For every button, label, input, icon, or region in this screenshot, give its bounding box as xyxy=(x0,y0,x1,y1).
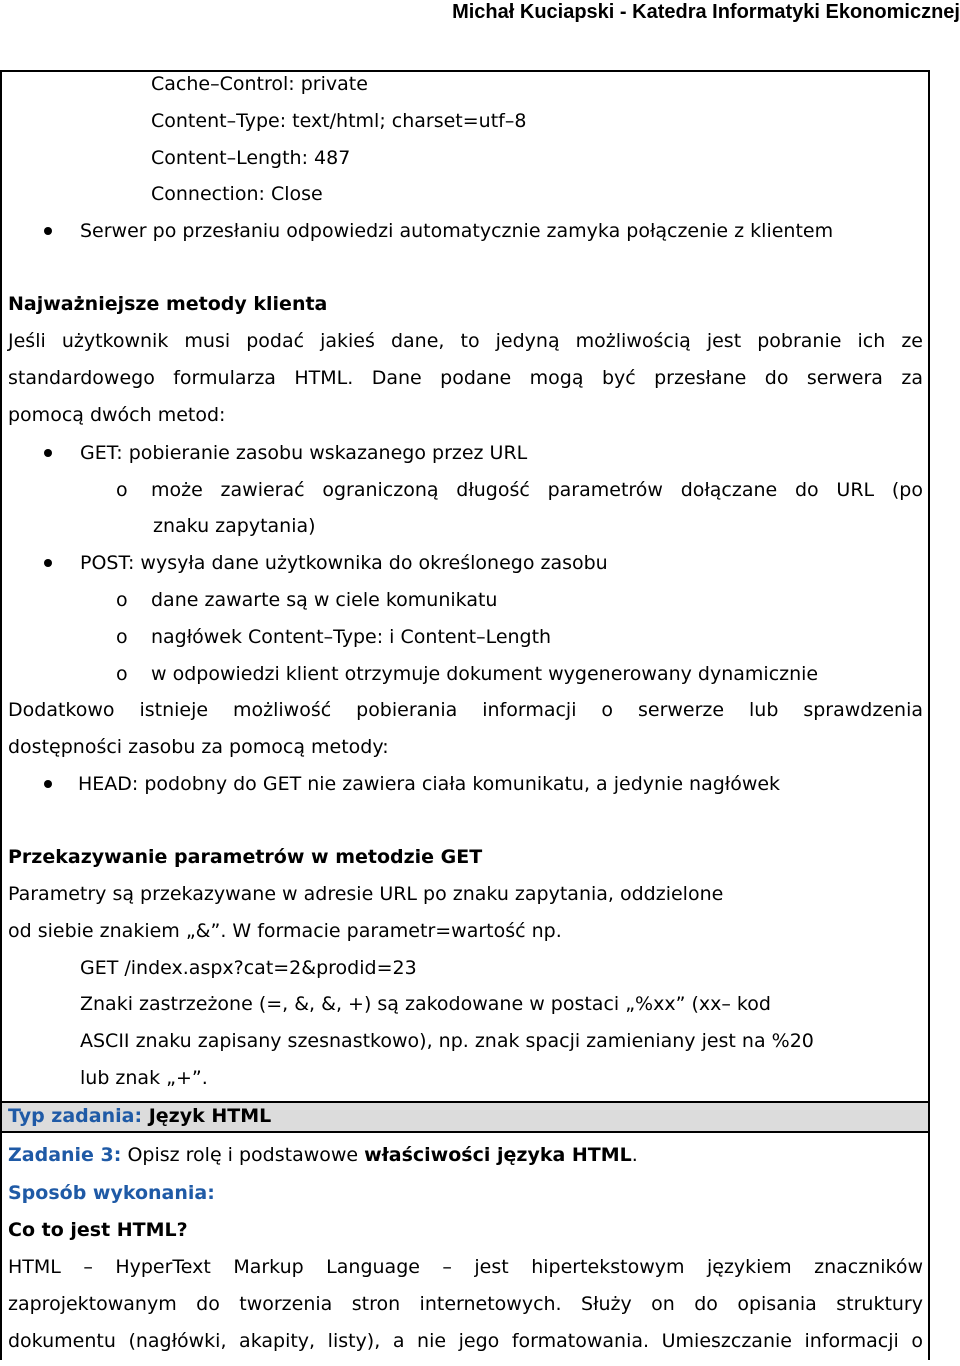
task-text-bold: właściwości języka HTML xyxy=(364,1144,632,1166)
header-line-connection: Connection: Close xyxy=(151,183,323,205)
section-heading-methods: Najważniejsze metody klienta xyxy=(8,293,328,315)
task-label: Zadanie 3: xyxy=(8,1144,122,1166)
header-line-content-type: Content–Type: text/html; charset=utf–8 xyxy=(151,110,527,132)
header-line-cache-control: Cache–Control: private xyxy=(151,73,368,95)
paragraph-line: dostępności zasobu za pomocą metody: xyxy=(8,736,389,758)
section-heading-get: Przekazywanie parametrów w metodzie GET xyxy=(8,846,483,868)
bullet-close-text: Serwer po przesłaniu odpowiedzi automatycznie zamyka połączenie z klientem xyxy=(80,220,834,242)
task-type-row xyxy=(8,1104,271,1128)
task-type-value: Język HTML xyxy=(148,1105,272,1127)
paragraph-line: zaprojektowanym do tworzenia stron internetowych. Służy on do opisania struktury xyxy=(8,1293,923,1315)
question-heading: Co to jest HTML? xyxy=(8,1219,188,1241)
get-sub-text: może zawierać ograniczoną długość parametrów dołączane do URL (po xyxy=(151,479,923,501)
head-bullet-text: HEAD: podobny do GET nie zawiera ciała komunikatu, a jedynie nagłówek xyxy=(78,773,781,795)
post-sub-item: w odpowiedzi klient otrzymuje dokument wygenerowany dynamicznie xyxy=(151,663,819,685)
bullet-icon xyxy=(44,559,52,567)
post-bullet-text: POST: wysyła dane użytkownika do określonego zasobu xyxy=(80,552,608,574)
bullet-icon xyxy=(44,449,52,457)
page-header: Michał Kuciapski - Katedra Informatyki Ekonomicznej xyxy=(452,1,960,23)
post-sub-item: dane zawarte są w ciele komunikatu xyxy=(151,589,498,611)
method-label: Sposób wykonania: xyxy=(8,1182,215,1204)
get-example: GET /index.aspx?cat=2&prodid=23 xyxy=(80,957,417,979)
paragraph-line: ASCII znaku zapisany szesnastkowo), np. znak spacji zamieniany jest na %20 xyxy=(80,1030,814,1052)
paragraph-line: Znaki zastrzeżone (=, &, &, +) są zakodowane w postaci „%xx” (xx– kod xyxy=(80,993,771,1015)
task-text: Opisz rolę i podstawowe xyxy=(127,1144,359,1166)
get-bullet-text: GET: pobieranie zasobu wskazanego przez URL xyxy=(80,442,528,464)
paragraph-line: od siebie znakiem „&”. W formacie parametr=wartość np. xyxy=(8,920,562,942)
bullet-icon xyxy=(44,780,52,788)
sub-bullet-marker: o xyxy=(116,479,128,501)
get-sub-text-cont: znaku zapytania) xyxy=(153,515,316,537)
paragraph-line: Dodatkowo istnieje możliwość pobierania informacji o serwerze lub sprawdzenia xyxy=(8,699,923,721)
paragraph-line: dokumentu (nagłówki, akapity, listy), a nie jego formatowania. Umieszczanie informacji o xyxy=(8,1330,923,1352)
task-type-label: Typ zadania: xyxy=(8,1105,143,1127)
sub-bullet-marker: o xyxy=(116,589,128,611)
paragraph-line: lub znak „+”. xyxy=(80,1067,208,1089)
bullet-icon xyxy=(44,227,52,235)
paragraph-line: Parametry są przekazywane w adresie URL po znaku zapytania, oddzielone xyxy=(8,883,724,905)
header-line-content-length: Content–Length: 487 xyxy=(151,147,351,169)
paragraph-line: Jeśli użytkownik musi podać jakieś dane, to jedyną możliwością jest pobranie ich ze xyxy=(8,330,923,352)
sub-bullet-marker: o xyxy=(116,626,128,648)
paragraph-line: standardowego formularza HTML. Dane podane mogą być przesłane do serwera za xyxy=(8,367,923,389)
post-sub-item: nagłówek Content–Type: i Content–Length xyxy=(151,626,552,648)
sub-bullet-marker: o xyxy=(116,663,128,685)
paragraph-line: HTML – HyperText Markup Language – jest hipertekstowym językiem znaczników xyxy=(8,1256,923,1278)
paragraph-line: pomocą dwóch metod: xyxy=(8,404,226,426)
task-text-end: . xyxy=(631,1144,638,1166)
task-row xyxy=(8,1143,638,1167)
